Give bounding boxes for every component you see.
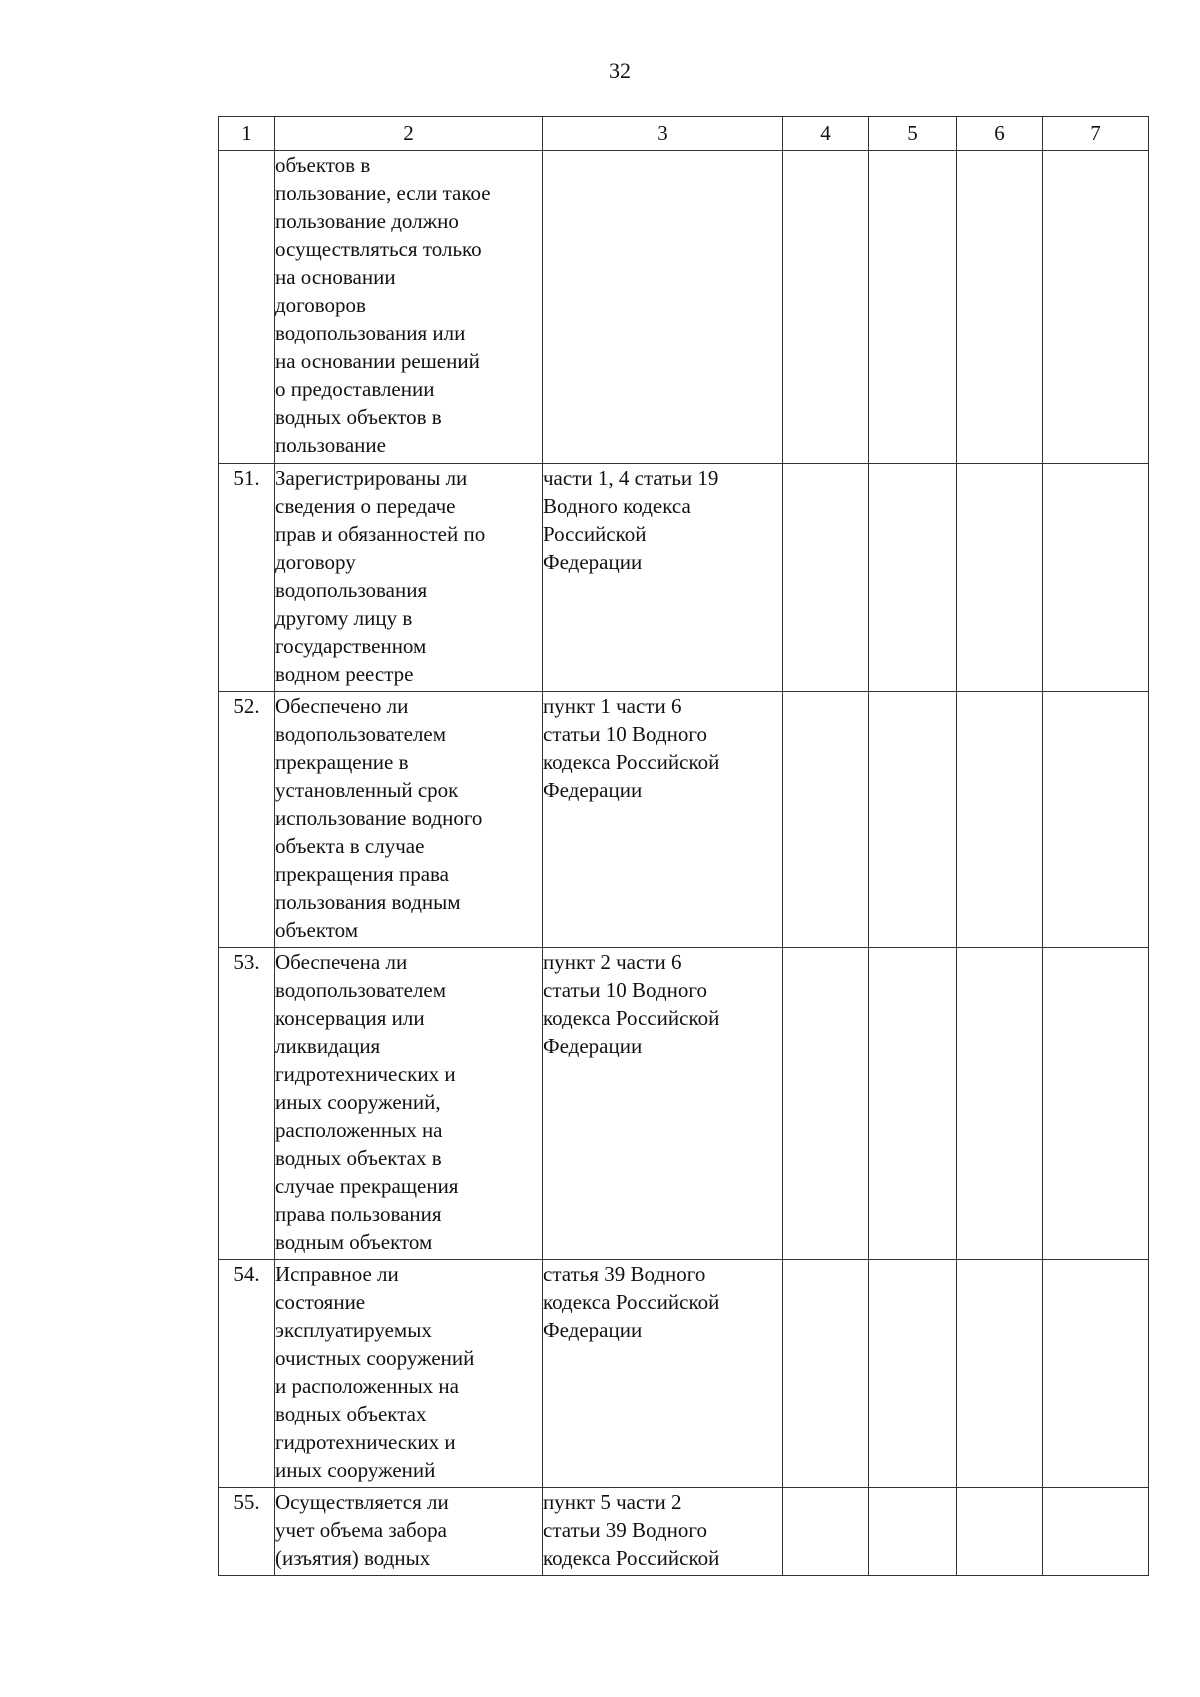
row-cell-5 [869,1260,957,1488]
row-question [275,692,543,948]
row-reference [543,151,783,464]
row-cell-7 [1043,1260,1149,1488]
row-cell-6 [957,151,1043,464]
requirements-table [218,116,1149,1576]
page-number: 32 [609,58,631,83]
row-reference-text: пункт 5 части 2 статьи 39 Водного кодекса Российской [543,1490,720,1570]
row-cell-5 [869,151,957,464]
column-header-3: 3 [543,117,783,151]
row-question-text: Обеспечено ли водопользователем прекращение в установленный срок использование водного объекта в случае прекращения права пользования водным объектом [275,694,483,942]
row-number: 52. [219,692,275,948]
row-reference-text: части 1, 4 статьи 19 Водного кодекса Российской Федерации [543,466,719,574]
row-cell-6 [957,948,1043,1260]
row-question-text: Исправное ли состояние эксплуатируемых очистных сооружений и расположенных на водных объектах гидротехнических и иных сооружений [275,1262,475,1482]
row-question [275,151,543,464]
column-header-6: 6 [957,117,1043,151]
table-header-row [219,117,1149,151]
row-reference [543,1488,783,1576]
row-cell-4 [783,1260,869,1488]
row-cell-4 [783,151,869,464]
row-cell-5 [869,1488,957,1576]
row-cell-7 [1043,151,1149,464]
row-number [219,151,275,464]
row-reference-text: статья 39 Водного кодекса Российской Федерации [543,1262,720,1342]
row-number: 53. [219,948,275,1260]
table-row [219,948,1149,1260]
column-header-2: 2 [275,117,543,151]
column-header-1: 1 [219,117,275,151]
column-header-7: 7 [1043,117,1149,151]
row-cell-6 [957,1260,1043,1488]
row-question-text: объектов в пользование, если такое пользование должно осуществляться только на основании договоров водопользования или на основании решений о предоставлении водных объектов в пользование [275,153,491,457]
row-cell-7 [1043,1488,1149,1576]
row-cell-5 [869,948,957,1260]
row-number: 54. [219,1260,275,1488]
row-cell-7 [1043,948,1149,1260]
row-reference-text: пункт 2 части 6 статьи 10 Водного кодекса Российской Федерации [543,950,720,1058]
table-row [219,464,1149,692]
row-cell-5 [869,692,957,948]
row-cell-4 [783,1488,869,1576]
row-reference [543,948,783,1260]
table-row [219,692,1149,948]
row-question [275,464,543,692]
row-reference [543,464,783,692]
row-cell-6 [957,1488,1043,1576]
column-header-4: 4 [783,117,869,151]
row-cell-4 [783,948,869,1260]
row-question-text: Обеспечена ли водопользователем консервация или ликвидация гидротехнических и иных сооружений, расположенных на водных объектах в случае прекращения права пользования водным объектом [275,950,459,1254]
row-cell-7 [1043,464,1149,692]
table-row [219,1260,1149,1488]
row-question [275,1488,543,1576]
table-row [219,151,1149,464]
column-header-5: 5 [869,117,957,151]
row-cell-4 [783,464,869,692]
row-question-text: Зарегистрированы ли сведения о передаче прав и обязанностей по договору водопользования другому лицу в государственном водном реестре [275,466,486,686]
row-reference-text: пункт 1 части 6 статьи 10 Водного кодекса Российской Федерации [543,694,720,802]
row-number: 51. [219,464,275,692]
table-row [219,1488,1149,1576]
row-cell-6 [957,692,1043,948]
row-number: 55. [219,1488,275,1576]
row-cell-5 [869,464,957,692]
row-reference [543,1260,783,1488]
row-question-text: Осуществляется ли учет объема забора (изъятия) водных [275,1490,449,1570]
row-cell-6 [957,464,1043,692]
row-question [275,1260,543,1488]
row-question [275,948,543,1260]
row-reference [543,692,783,948]
row-cell-4 [783,692,869,948]
row-cell-7 [1043,692,1149,948]
